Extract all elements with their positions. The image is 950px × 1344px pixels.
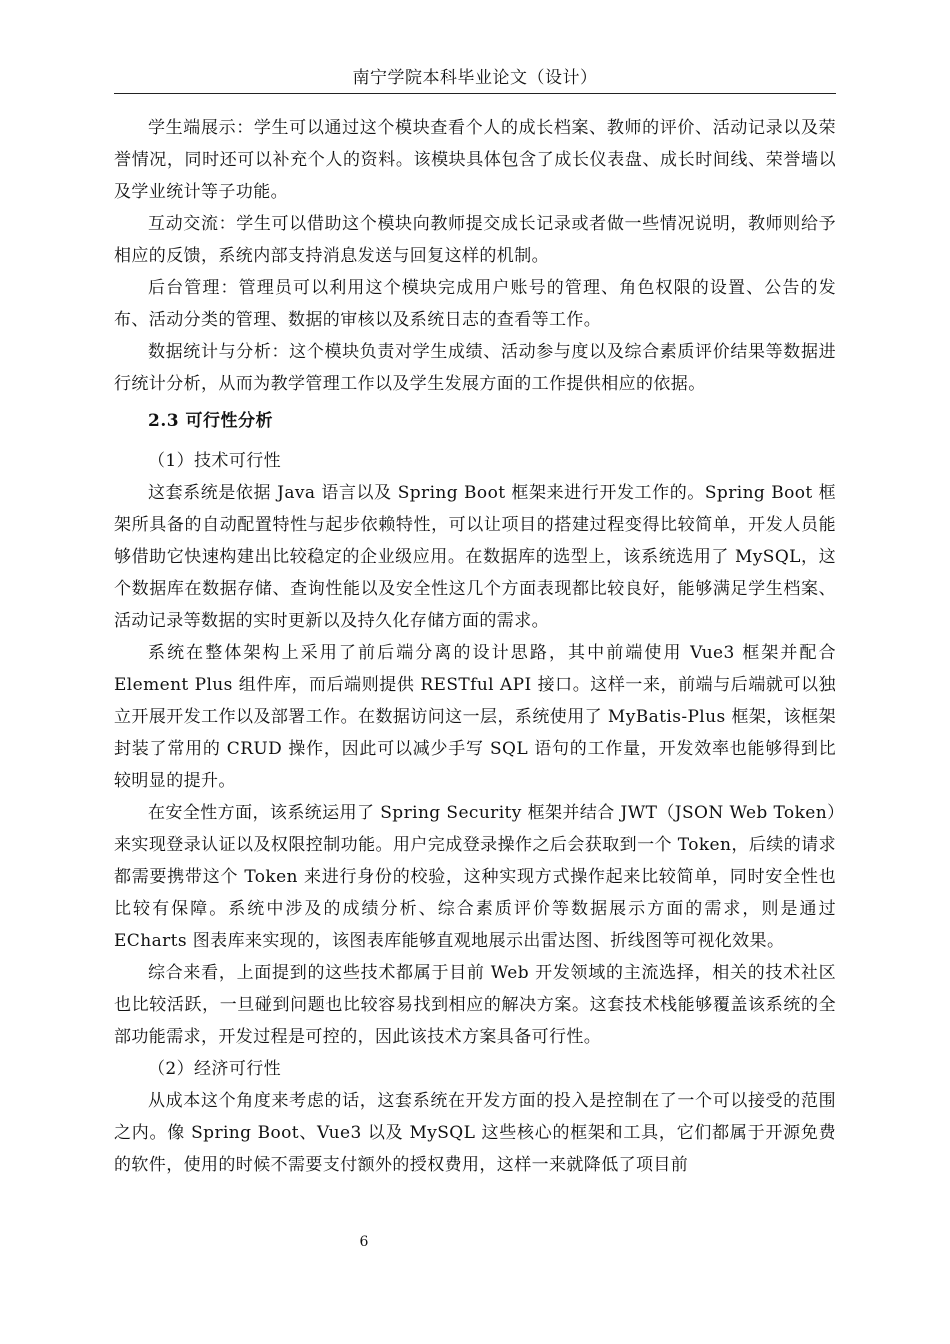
paragraph: 这套系统是依据 Java 语言以及 Spring Boot 框架来进行开发工作的。Spring Boot 框架所具备的自动配置特性与起步依赖特性，可以让项目的搭建过程变得比较简单，开发人员能够借助它快速构建出比较稳定的企业级应用。在数据库的选型上，该系统选用了 MySQL，这个数据库在数据存储、查询性能以及安全性这几个方面表现都比较良好，能够满足学生档案、活动记录等数据的实时更新以及持久化存储方面的需求。	[114, 483, 836, 631]
subsection-heading: （1）技术可行性	[148, 451, 282, 471]
body-content	[114, 112, 836, 1181]
paragraph: 从成本这个角度来考虑的话，这套系统在开发方面的投入是控制在了一个可以接受的范围之内。像 Spring Boot、Vue3 以及 MySQL 这些核心的框架和工具，它们都属于开源免费的软件，使用的时候不需要支付额外的授权费用，这样一来就降低了项目前	[114, 1091, 836, 1175]
header-rule	[114, 93, 836, 94]
running-header: 南宁学院本科毕业论文（设计）	[352, 68, 598, 88]
section-heading: 2.3 可行性分析	[148, 411, 273, 431]
paragraph: 学生端展示：学生可以通过这个模块查看个人的成长档案、教师的评价、活动记录以及荣誉情况，同时还可以补充个人的资料。该模块具体包含了成长仪表盘、成长时间线、荣誉墙以及学业统计等子功能。	[114, 118, 836, 202]
paragraph: 数据统计与分析：这个模块负责对学生成绩、活动参与度以及综合素质评价结果等数据进行统计分析，从而为教学管理工作以及学生发展方面的工作提供相应的依据。	[114, 342, 836, 394]
paragraph: 系统在整体架构上采用了前后端分离的设计思路，其中前端使用 Vue3 框架并配合 Element Plus 组件库，而后端则提供 RESTful API 接口。这样一来，前端与后端就可以独立开展开发工作以及部署工作。在数据访问这一层，系统使用了 MyBatis-Plus 框架，该框架封装了常用的 CRUD 操作，因此可以减少手写 SQL 语句的工作量，开发效率也能够得到比较明显的提升。	[114, 643, 836, 791]
paragraph: 互动交流：学生可以借助这个模块向教师提交成长记录或者做一些情况说明，教师则给予相应的反馈，系统内部支持消息发送与回复这样的机制。	[114, 214, 836, 266]
page-number: 6	[359, 1234, 369, 1250]
paragraph: 在安全性方面，该系统运用了 Spring Security 框架并结合 JWT（JSON Web Token）来实现登录认证以及权限控制功能。用户完成登录操作之后会获取到一个 Token，后续的请求都需要携带这个 Token 来进行身份的校验，这种实现方式操作起来比较简单，同时安全性也比较有保障。系统中涉及的成绩分析、综合素质评价等数据展示方面的需求，则是通过 ECharts 图表库来实现的，该图表库能够直观地展示出雷达图、折线图等可视化效果。	[114, 803, 836, 951]
paragraph: 后台管理：管理员可以利用这个模块完成用户账号的管理、角色权限的设置、公告的发布、活动分类的管理、数据的审核以及系统日志的查看等工作。	[114, 278, 836, 330]
subsection-heading: （2）经济可行性	[148, 1059, 282, 1079]
paragraph: 综合来看，上面提到的这些技术都属于目前 Web 开发领域的主流选择，相关的技术社区也比较活跃，一旦碰到问题也比较容易找到相应的解决方案。这套技术栈能够覆盖该系统的全部功能需求，开发过程是可控的，因此该技术方案具备可行性。	[114, 963, 836, 1047]
